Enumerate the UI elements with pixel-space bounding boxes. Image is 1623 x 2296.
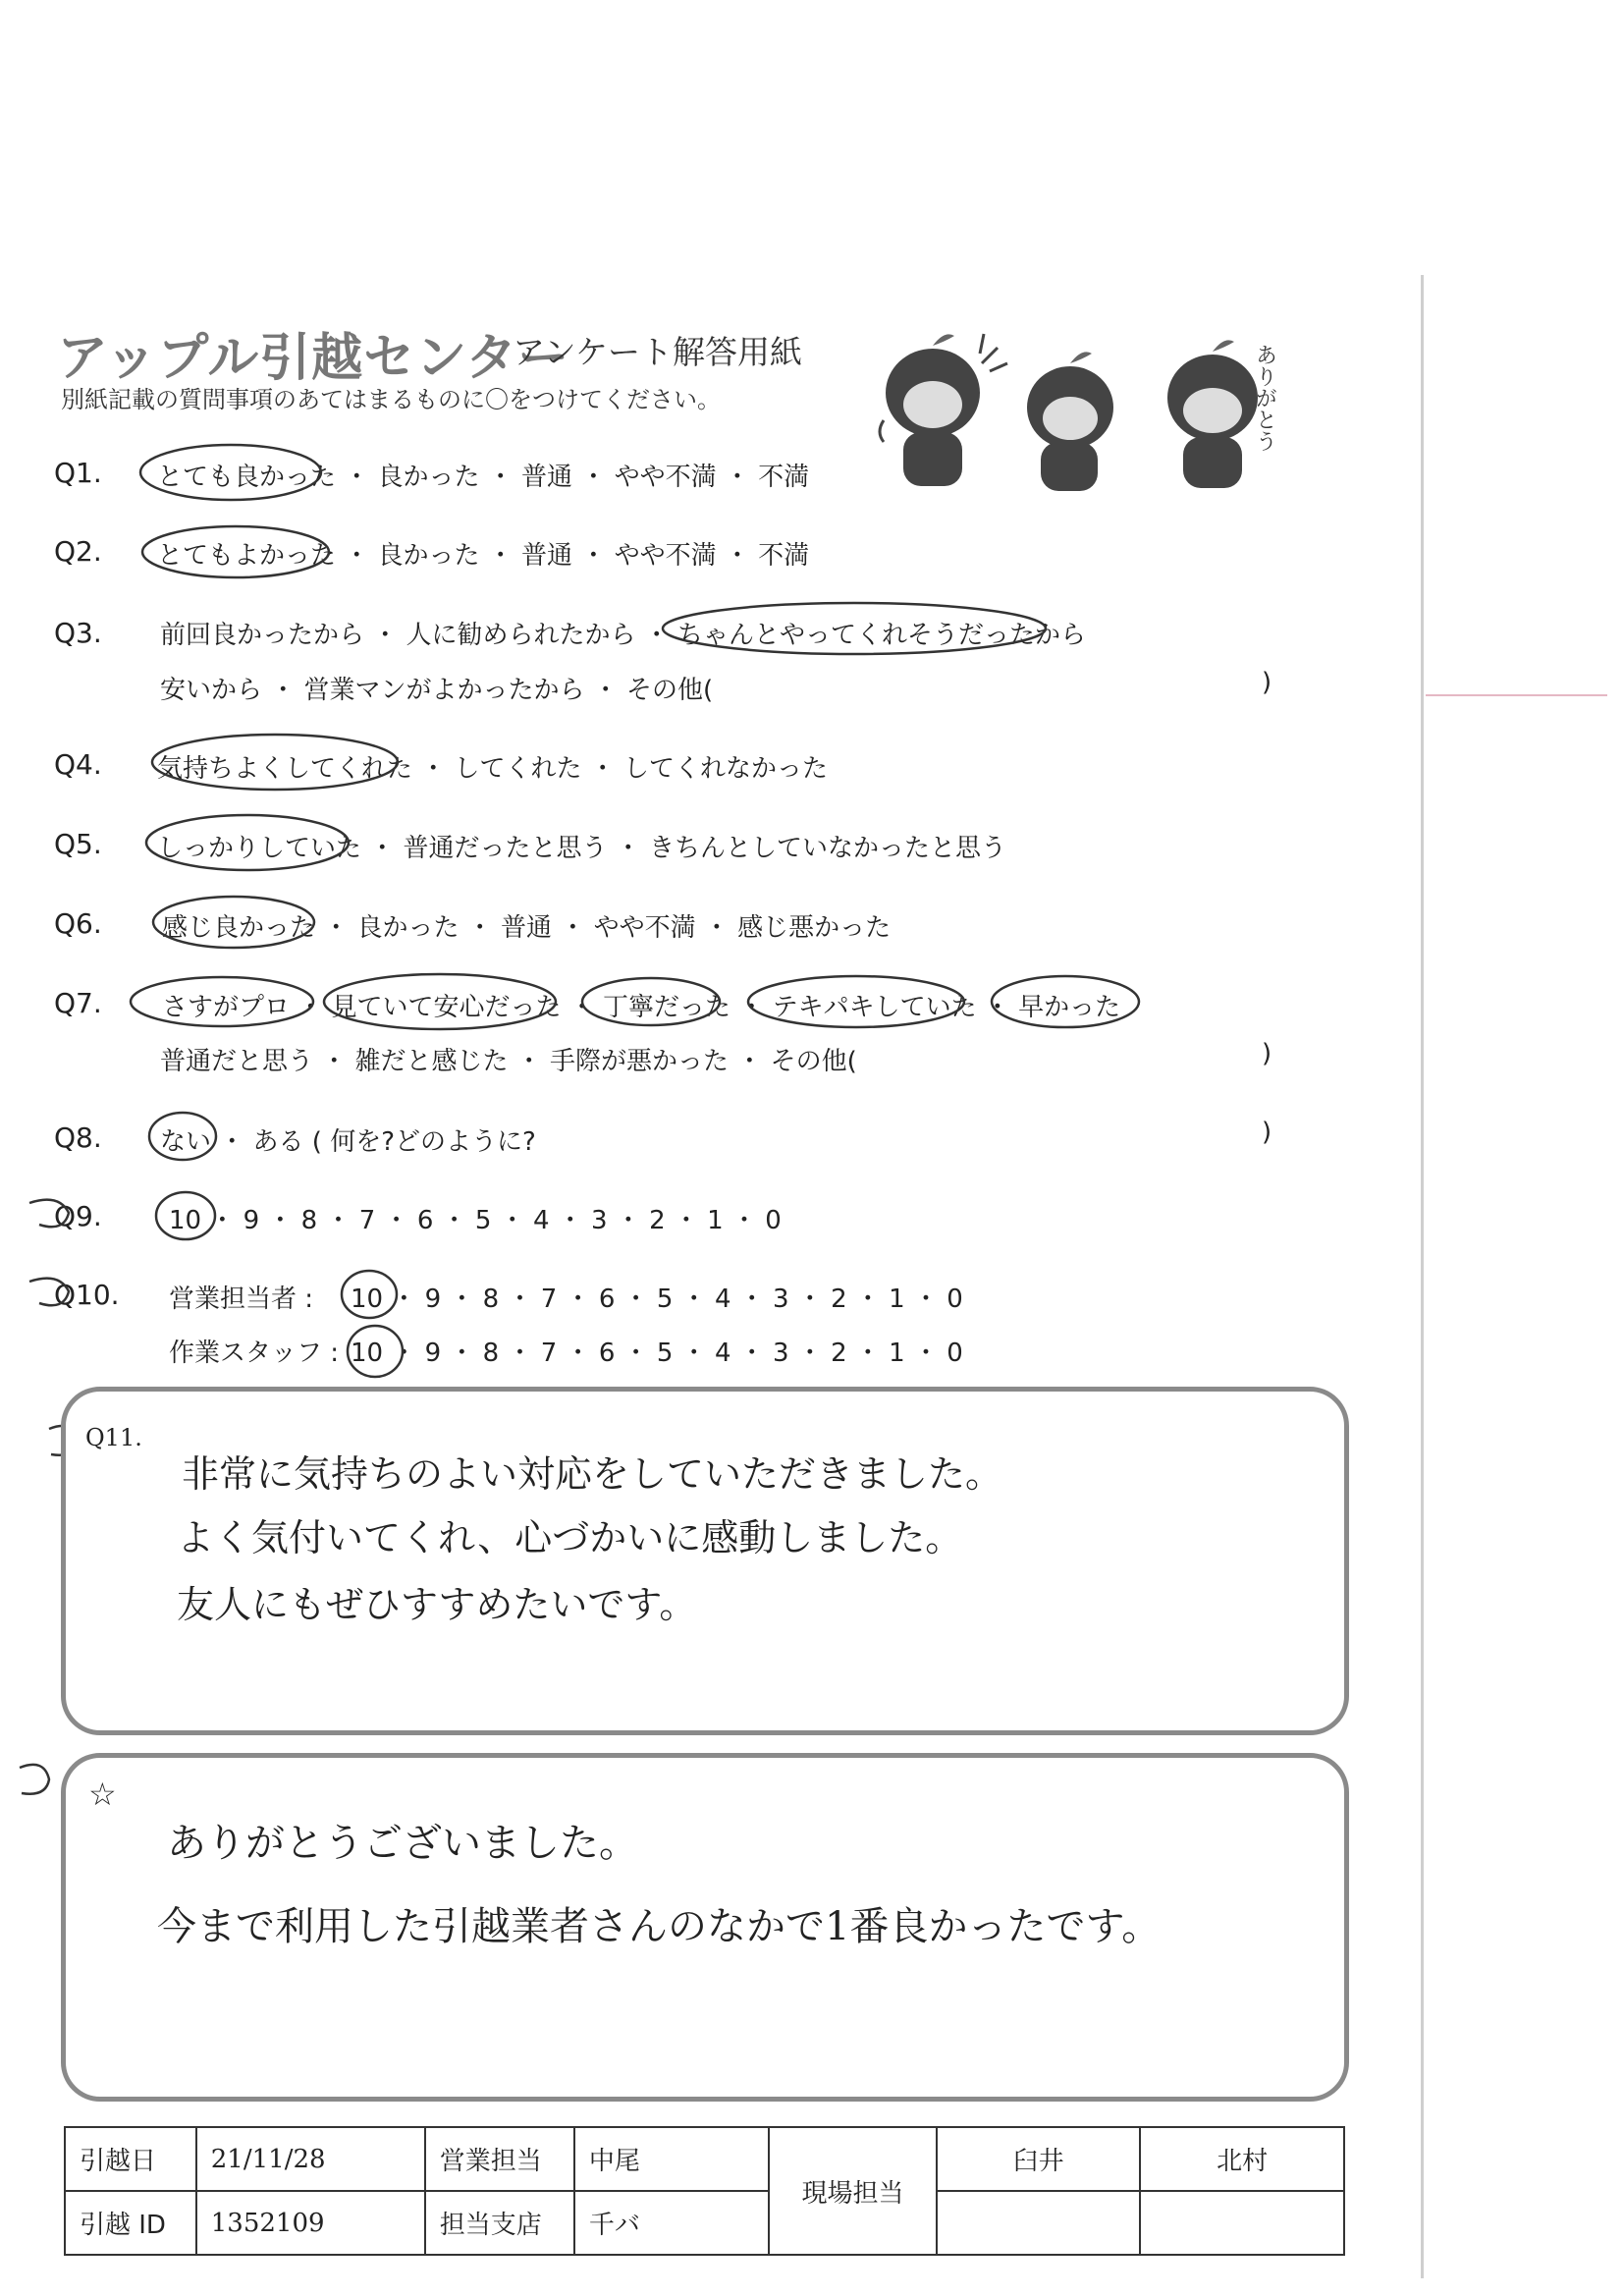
q8-close-paren: ) <box>1262 1118 1272 1147</box>
circle-q9-answer <box>156 1192 215 1239</box>
q7-options-line1: さすがプロ ・ 見ていて安心だった ・ 丁寧だった ・ テキパキしていた ・ 早かった <box>162 993 1121 1022</box>
circle-q7-answer-5 <box>992 976 1139 1027</box>
q10-number: Q10. <box>54 1279 120 1311</box>
mascot-caption: ありがとう <box>1252 344 1277 452</box>
star-icon: ☆ <box>88 1776 117 1813</box>
q8-options: ない ・ ある ( 何を?どのように? <box>160 1127 536 1157</box>
circle-q10-sales-answer <box>342 1271 397 1318</box>
q3-number: Q3. <box>54 617 102 649</box>
sales-label: 営業担当 <box>425 2127 574 2191</box>
move-date-value: 21/11/28 <box>196 2127 425 2191</box>
circle-q10-staff-answer <box>348 1326 403 1377</box>
circle-q4-answer <box>152 735 398 790</box>
q9-number: Q9. <box>54 1200 102 1232</box>
q2-options: とてもよかった ・ 良かった ・ 普通 ・ やや不満 ・ 不満 <box>157 541 810 571</box>
circle-q7-answer-1 <box>131 977 313 1026</box>
circle-q8-answer <box>149 1113 216 1160</box>
footer-info-table <box>64 2126 1345 2256</box>
sales-name: 中尾 <box>574 2127 769 2191</box>
circle-q5-answer <box>146 815 349 870</box>
q5-options: しっかりしていた ・ 普通だったと思う ・ きちんとしていなかったと思う <box>157 834 1007 863</box>
q10-sales-label: 営業担当者 : <box>169 1285 314 1314</box>
q9-scale: 10 ・ 9 ・ 8 ・ 7 ・ 6 ・ 5 ・ 4 ・ 3 ・ 2 ・ 1 ・ 0 <box>169 1206 782 1235</box>
site-name-2: 北村 <box>1140 2127 1344 2191</box>
branch-label: 担当支店 <box>425 2191 574 2255</box>
star-line-1: ありがとうございました。 <box>167 1821 638 1866</box>
company-title: アップル引越センター <box>57 329 570 388</box>
q11-line-2: よく気付いてくれ、心づかいに感動しました。 <box>177 1516 963 1559</box>
circle-q7-answer-4 <box>748 976 964 1027</box>
q5-number: Q5. <box>54 828 102 860</box>
site-empty-2 <box>1140 2191 1344 2255</box>
q10-sales-scale: 10 ・ 9 ・ 8 ・ 7 ・ 6 ・ 5 ・ 4 ・ 3 ・ 2 ・ 1 ・ 0 <box>351 1285 963 1314</box>
circle-q2-answer <box>142 526 329 577</box>
branch-value: 千バ <box>574 2191 769 2255</box>
q11-line-3: 友人にもぜひすすめたいです。 <box>177 1583 697 1626</box>
q11-number: Q11. <box>85 1424 142 1451</box>
q3-close-paren: ) <box>1262 668 1272 697</box>
q7-options-line2: 普通だと思う ・ 雑だと感じた ・ 手際が悪かった ・ その他( <box>160 1047 857 1076</box>
q8-number: Q8. <box>54 1121 102 1154</box>
circle-q1-answer <box>140 445 321 500</box>
instruction-text: 別紙記載の質問事項のあてはまるものに〇をつけてください。 <box>61 386 721 413</box>
site-empty-1 <box>937 2191 1141 2255</box>
move-date-label: 引越日 <box>65 2127 196 2191</box>
q6-number: Q6. <box>54 907 102 940</box>
site-name-1: 臼井 <box>937 2127 1141 2191</box>
star-line-2: 今まで利用した引越業者さんのなかで1番良かったです。 <box>157 1904 1162 1949</box>
q6-options: 感じ良かった ・ 良かった ・ 普通 ・ やや不満 ・ 感じ悪かった <box>162 913 892 943</box>
q1-number: Q1. <box>54 457 102 489</box>
circle-q6-answer <box>153 897 314 948</box>
q10-staff-label: 作業スタッフ : <box>169 1339 340 1368</box>
circle-q3-answer <box>663 603 1046 654</box>
circle-q7-answer-2 <box>324 974 556 1029</box>
q4-number: Q4. <box>54 748 102 781</box>
circle-q7-answer-3 <box>582 978 720 1025</box>
tick-q9 <box>29 1200 69 1228</box>
q3-options-line1: 前回良かったから ・ 人に勧められたから ・ ちゃんとやってくれそうだったから <box>160 621 1087 650</box>
move-id-value: 1352109 <box>196 2191 425 2255</box>
tick-star <box>20 1765 49 1794</box>
q3-options-line2: 安いから ・ 営業マンがよかったから ・ その他( <box>160 676 714 705</box>
tick-q10 <box>29 1279 69 1306</box>
form-subtitle: アンケート解答用紙 <box>513 333 803 371</box>
q10-staff-scale: 10 ・ 9 ・ 8 ・ 7 ・ 6 ・ 5 ・ 4 ・ 3 ・ 2 ・ 1 ・ 0 <box>351 1339 963 1368</box>
move-id-label: 引越 ID <box>65 2191 196 2255</box>
q7-number: Q7. <box>54 987 102 1019</box>
q1-options: とても良かった ・ 良かった ・ 普通 ・ やや不満 ・ 不満 <box>157 463 810 492</box>
q4-options: 気持ちよくしてくれた ・ してくれた ・ してくれなかった <box>157 754 829 784</box>
q7-close-paren: ) <box>1262 1039 1272 1068</box>
q11-line-1: 非常に気持ちのよい対応をしていただきました。 <box>182 1452 1003 1496</box>
q2-number: Q2. <box>54 535 102 568</box>
site-label: 現場担当 <box>769 2127 937 2255</box>
